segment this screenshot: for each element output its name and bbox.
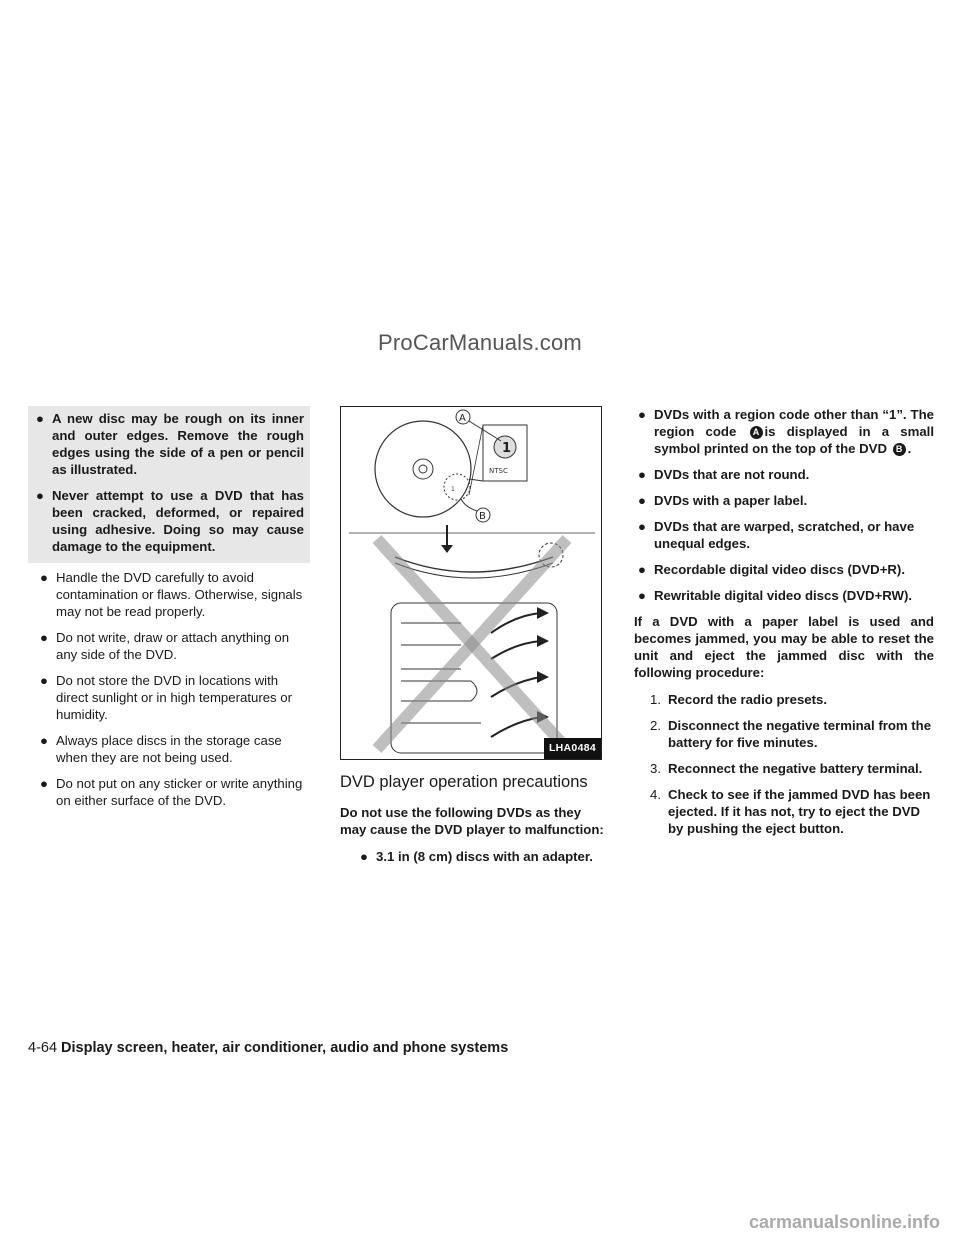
- step-item: 4. Check to see if the jammed DVD has been ejected. If it has not, try to eject the DVD by pushing the eject button.: [650, 787, 931, 836]
- bullet-icon: ●: [36, 488, 44, 503]
- list-item: ● Do not store the DVD in locations with direct sunlight or in high temperatures or humidity.: [40, 673, 293, 722]
- list-item: ● Recordable digital video discs (DVD+R).: [638, 562, 905, 577]
- bullet-icon: ●: [638, 493, 646, 508]
- watermark-bottom: carmanualsonline.info: [748, 1212, 940, 1232]
- section-heading: DVD player operation precautions: [340, 773, 588, 791]
- bullet-icon: ●: [40, 673, 48, 688]
- list-item: ● Handle the DVD carefully to avoid contamination or flaws. Otherwise, signals may not be read properly.: [40, 570, 303, 619]
- list-item: ● 3.1 in (8 cm) discs with an adapter.: [360, 849, 593, 864]
- bullet-icon: ●: [40, 630, 48, 645]
- bullet-icon: ●: [638, 562, 646, 577]
- bullet-icon: ●: [40, 776, 48, 791]
- bullet-icon: ●: [36, 411, 44, 426]
- list-item: ● Do not write, draw or attach anything on any side of the DVD.: [40, 630, 290, 662]
- bullet-icon: ●: [638, 588, 646, 603]
- chapter-title: Display screen, heater, air conditioner, audio and phone systems: [61, 1040, 509, 1056]
- warning-item: ● Never attempt to use a DVD that has been cracked, deformed, or repaired using adhesive. Doing so may cause damage to the equipment.: [36, 488, 304, 554]
- svg-text:A: A: [459, 413, 466, 424]
- svg-text:NTSC: NTSC: [489, 467, 508, 475]
- list-item: ● Rewritable digital video discs (DVD+RW).: [638, 588, 913, 603]
- svg-text:1: 1: [502, 441, 512, 456]
- list-item: ● DVDs that are not round.: [638, 467, 810, 482]
- bullet-icon: ●: [638, 519, 646, 534]
- page-number: 4-64: [28, 1040, 58, 1056]
- list-item: ● Do not put on any sticker or write anything on either surface of the DVD.: [40, 776, 303, 808]
- svg-text:1: 1: [451, 486, 455, 493]
- list-item: ● DVDs with a paper label.: [638, 493, 808, 508]
- column-middle: [340, 406, 604, 874]
- bullet-icon: ●: [40, 570, 48, 585]
- list-item: ● Always place discs in the storage case when they are not being used.: [40, 733, 282, 765]
- bullet-icon: ●: [40, 733, 48, 748]
- marker-a-icon: A: [750, 426, 763, 439]
- watermark-top: ProCarManuals.com: [378, 330, 582, 355]
- bullet-icon: ●: [360, 849, 368, 864]
- dvd-diagram: [341, 407, 601, 759]
- svg-text:B: B: [479, 511, 486, 522]
- step-item: 2. Disconnect the negative terminal from the battery for five minutes.: [650, 718, 932, 750]
- list-item: ● DVDs with a region code other than “1”. The region code A is displayed in a small symbol printed on the top of the DVD B .: [638, 407, 934, 456]
- list-item: ● DVDs that are warped, scratched, or have unequal edges.: [638, 519, 915, 551]
- step-item: 1. Record the radio presets.: [650, 692, 828, 707]
- marker-b-icon: B: [893, 443, 906, 456]
- bullet-icon: ●: [638, 467, 646, 482]
- intro-text: Do not use the following DVDs as they may cause the DVD player to malfunction:: [340, 805, 604, 837]
- column-right: [634, 406, 934, 846]
- warning-item: ● A new disc may be rough on its inner and outer edges. Remove the rough edges using the side of a pen or pencil as illustrated.: [36, 411, 304, 477]
- column-left: [28, 406, 310, 818]
- page-footer: [28, 1040, 508, 1056]
- figure-code: LHA0484: [544, 738, 601, 759]
- step-item: 3. Reconnect the negative battery terminal.: [650, 761, 923, 776]
- bullet-icon: ●: [638, 407, 646, 422]
- warning-box: [28, 406, 310, 563]
- jam-intro: If a DVD with a paper label is used and becomes jammed, you may be able to reset the unit and eject the jammed disc with the following procedure:: [634, 614, 934, 680]
- dvd-illustration: [340, 406, 602, 760]
